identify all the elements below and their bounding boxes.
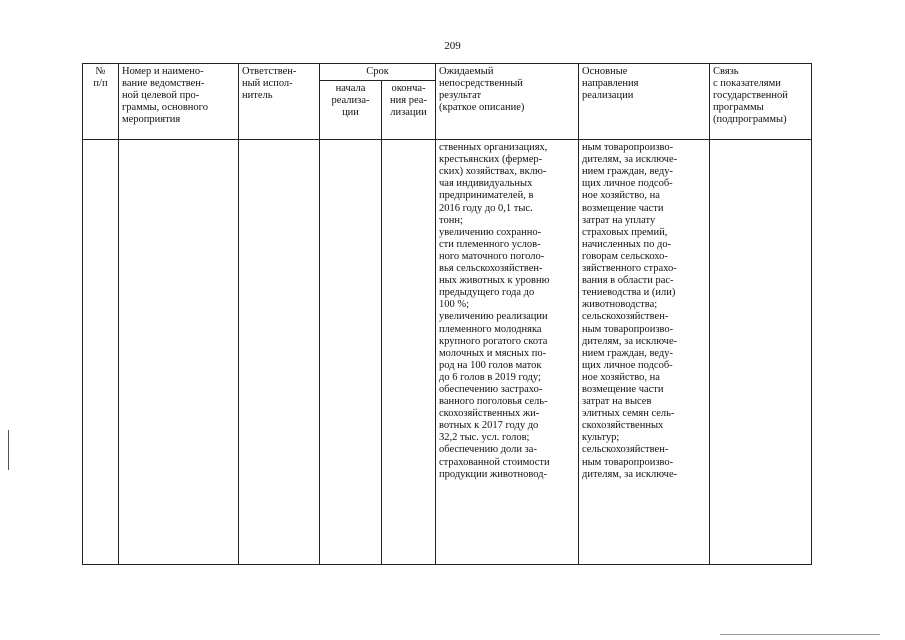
scan-artifact-left [8,430,9,470]
header-term-end: оконча- ния реа- лизации [382,81,436,140]
header-executor: Ответствен- ный испол- нитель [239,64,320,140]
header-term-start: начала реализа- ции [320,81,382,140]
cell-directions: ным товаропроизво- дителям, за исключе- нием граждан, веду- щих личное подсоб- ное хозяйство, на возмещение части затрат на уплату страховых премий, начисленных по до- говорам сельскохо- зяйственного страхо- вания в области рас- тениеводства и (или) животноводства; сельскохозяйствен- ным товаропроизво- дителям, за исключе- нием граждан, веду- щих личное подсоб- ное хозяйство, на возмещение части затрат на высев элитных семян сель- скохозяйственных культур; сельскохозяйствен- ным товаропроизво- дителям, за исключе- [579,140,710,565]
cell-executor [239,140,320,565]
cell-name [119,140,239,565]
page-number: 209 [444,40,461,52]
scan-artifact-bottom [720,634,880,635]
cell-term-start [320,140,382,565]
cell-num [83,140,119,565]
header-link: Связь с показателями государственной программы (подпрограммы) [710,64,812,140]
header-result: Ожидаемый непосредственный результат (краткое описание) [436,64,579,140]
header-num: № п/п [83,64,119,140]
header-term: Срок [320,64,436,81]
table-row [83,140,812,565]
header-name: Номер и наимено- вание ведомствен- ной целевой про- граммы, основного мероприятия [119,64,239,140]
cell-link [710,140,812,565]
program-activities-table [82,63,812,565]
cell-result: ственных организациях, крестьянских (фермер- ских) хозяйствах, вклю- чая индивидуальных предпринимателей, в 2016 году до 0,1 тыс. тонн; увеличению сохранно- сти племенного услов- ного маточного поголо- вья сельскохозяйствен- ных животных к уровню предыдущего года до 100 %; увеличению реализации племенного молодняка крупного рогатого скота молочных и мясных по- род на 100 голов маток до 6 голов в 2019 году; обеспечению застрахо- ванного поголовья сель- скохозяйственных жи- вотных к 2017 году до 32,2 тыс. усл. голов; обеспечению доли за- страхованной стоимости продукции животновод- [436,140,579,565]
header-directions: Основные направления реализации [579,64,710,140]
cell-term-end [382,140,436,565]
header-row-1 [83,64,812,81]
